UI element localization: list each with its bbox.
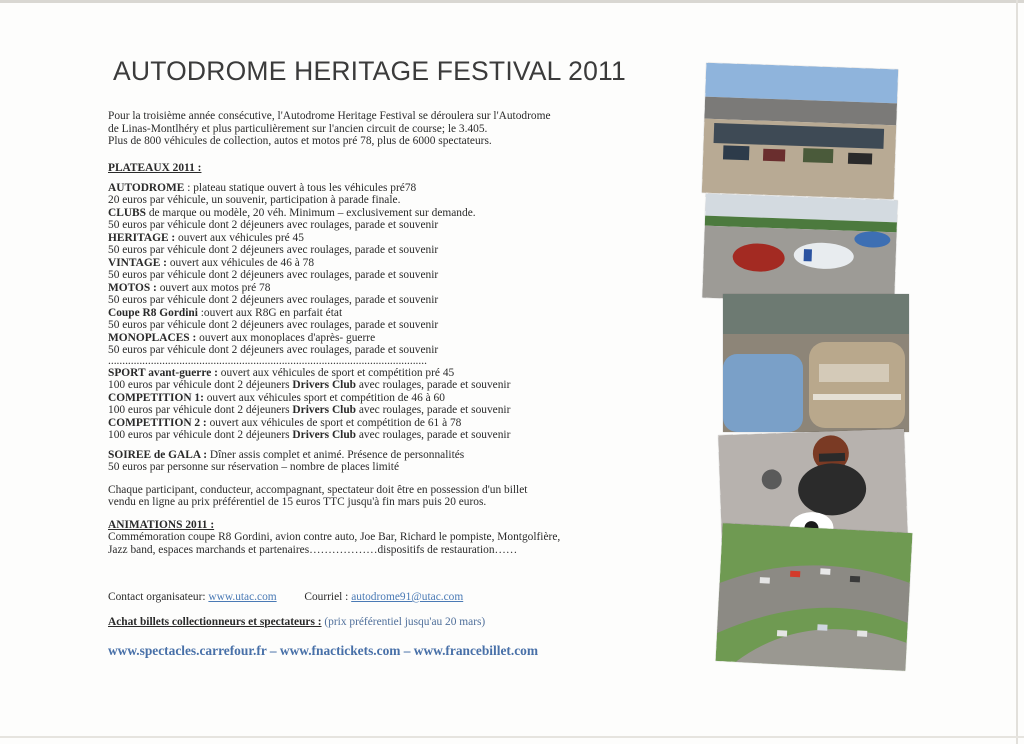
sport-text: avec roulages, parade et souvenir [356, 404, 511, 416]
sport-line [108, 404, 560, 417]
animations-line: Jazz band, espaces marchands et partenaires………………dispositifs de restauration…… [108, 543, 518, 556]
plateau-text: 50 euros par véhicule dont 2 déjeuners avec roulages, parade et souvenir [108, 319, 439, 331]
plateau-text: de marque ou modèle, 20 véh. Minimum – exclusivement sur demande. [145, 206, 476, 219]
sport-text: 100 euros par véhicule dont 2 déjeuners [108, 429, 293, 441]
contact-line [108, 591, 463, 603]
plateau-line [108, 294, 560, 307]
photo-race-circuit [716, 523, 913, 671]
page-edge [1016, 0, 1018, 744]
sport-club: Drivers Club [292, 429, 357, 441]
ticket-purchase-line [108, 616, 485, 628]
photo-classic-cars [723, 294, 909, 432]
plateau-text: 50 euros par véhicule dont 2 déjeuners avec roulages, parade et souvenir [108, 244, 439, 256]
soiree-text: Dîner assis complet et animé. Présence de personnalités [207, 448, 465, 461]
animations-line: Commémoration coupe R8 Gordini, avion contre auto, Joe Bar, Richard le pompiste, Montgolfière, [108, 531, 561, 543]
sport-label: COMPETITION 1: [108, 391, 204, 404]
soiree-price: 50 euros par personne sur réservation – nombre de places limité [108, 461, 400, 473]
plateau-line [108, 257, 560, 270]
plateau-line [108, 194, 560, 207]
billet-line: vendu en ligne au prix préférentiel de 15 euros TTC jusqu'à fin mars puis 20 euros. [108, 496, 487, 508]
plateau-line [108, 244, 560, 257]
separator: ................................................................................................................ [108, 354, 427, 367]
page-title: AUTODROME HERITAGE FESTIVAL 2011 [113, 56, 626, 86]
plateau-text: ouvert aux monoplaces d'après- guerre [196, 331, 376, 344]
plateau-text: 50 euros par véhicule dont 2 déjeuners avec roulages, parade et souvenir [108, 219, 439, 231]
sport-label: COMPETITION 2 : [108, 416, 207, 429]
sport-line [108, 429, 560, 442]
sport-label: SPORT avant-guerre : [108, 366, 218, 379]
email-link[interactable]: autodrome91@utac.com [351, 591, 464, 603]
plateau-text: 50 euros par véhicule dont 2 déjeuners avec roulages, parade et souvenir [108, 294, 439, 306]
plateau-line [108, 207, 560, 220]
plateau-line [108, 182, 560, 195]
sport-line [108, 417, 560, 430]
sport-club: Drivers Club [292, 379, 357, 391]
ticket-purchase-note: (prix préférentiel jusqu'au 20 mars) [324, 616, 486, 628]
plateau-text: 50 euros par véhicule dont 2 déjeuners avec roulages, parade et souvenir [108, 269, 439, 281]
ticket-websites[interactable]: www.spectacles.carrefour.fr – www.fnactickets.com – www.francebillet.com [108, 643, 539, 658]
contact-org-label: Contact organisateur: [108, 591, 206, 603]
sport-line [108, 367, 560, 380]
sport-text: ouvert aux véhicules de sport et compétition de 61 à 78 [206, 416, 462, 429]
sport-text: ouvert aux véhicules de sport et compétition pré 45 [217, 366, 455, 379]
plateau-text: ouvert aux motos pré 78 [156, 281, 271, 294]
sport-text: 100 euros par véhicule dont 2 déjeuners [108, 379, 293, 391]
plateau-label: VINTAGE : [108, 256, 167, 269]
plateau-text: 50 euros par véhicule dont 2 déjeuners avec roulages, parade et souvenir [108, 344, 439, 356]
plateau-label: HERITAGE : [108, 231, 176, 244]
plateau-label: AUTODROME [108, 181, 185, 194]
sport-text: avec roulages, parade et souvenir [356, 379, 511, 391]
sport-club: Drivers Club [292, 404, 357, 416]
billet-line: Chaque participant, conducteur, accompagnant, spectateur doit être en possession d'un billet [108, 483, 528, 496]
plateau-text: ouvert aux véhicules pré 45 [175, 231, 304, 244]
sport-text: 100 euros par véhicule dont 2 déjeuners [108, 404, 293, 416]
plateaux-heading: PLATEAUX 2011 : [108, 162, 202, 174]
animations-heading: ANIMATIONS 2011 : [108, 518, 215, 531]
plateau-label: MONOPLACES : [108, 331, 197, 344]
page-edge [0, 0, 1024, 3]
contact-mail-label: Courriel : [304, 591, 349, 603]
photo-paddock-crowd [702, 63, 898, 200]
plateau-line [108, 319, 560, 332]
plateau-line [108, 332, 560, 345]
intro-line: Plus de 800 véhicules de collection, autos et motos pré 78, plus de 6000 spectateurs. [108, 135, 492, 147]
soiree-line [108, 449, 560, 462]
plateau-label: Coupe R8 Gordini [108, 306, 198, 319]
intro-line: Pour la troisième année consécutive, l'Autodrome Heritage Festival se déroulera sur l'Autodrome [108, 110, 551, 122]
plateau-line [108, 282, 560, 295]
plateau-line [108, 269, 560, 282]
plateau-label: MOTOS : [108, 281, 157, 294]
intro-line: de Linas-Montlhéry et plus particulièrement sur l'ancien circuit de course; le 3.405. [108, 122, 488, 135]
plateau-line [108, 307, 560, 320]
utac-link[interactable]: www.utac.com [208, 591, 277, 603]
page-edge [0, 736, 1024, 738]
sport-line [108, 379, 560, 392]
plateau-label: CLUBS [108, 206, 146, 219]
plateau-text: ouvert aux véhicules de 46 à 78 [166, 256, 315, 269]
plateau-text: : plateau statique ouvert à tous les véhicules pré78 [184, 181, 417, 194]
soiree-label: SOIREE de GALA : [108, 448, 208, 461]
sport-text: avec roulages, parade et souvenir [356, 429, 511, 441]
sport-line [108, 392, 560, 405]
plateau-text: 20 euros par véhicule, un souvenir, participation à parade finale. [108, 194, 401, 206]
ticket-purchase-label: Achat billets collectionneurs et spectateurs : [108, 616, 322, 628]
intro-paragraph [108, 110, 551, 148]
plateau-line [108, 232, 560, 245]
photo-vintage-race-cars [702, 194, 898, 305]
plateaux-section [108, 162, 560, 556]
plateau-text: :ouvert aux R8G en parfait état [197, 306, 343, 319]
plateau-line [108, 219, 560, 232]
sport-text: ouvert aux véhicules sport et compétition de 46 à 60 [203, 391, 445, 404]
